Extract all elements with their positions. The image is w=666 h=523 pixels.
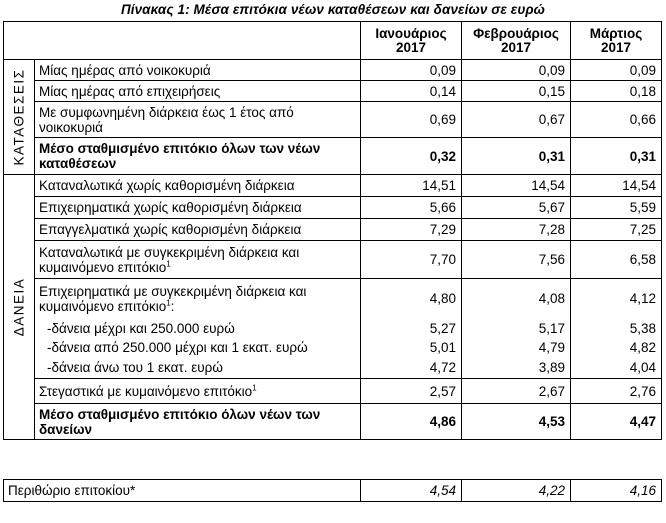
value-cell: 0,09 xyxy=(462,60,571,81)
value-cell: 14,54 xyxy=(462,175,571,197)
value-cell: 0,66 xyxy=(571,102,662,138)
deposits-group-label: ΚΑΤΑΘΕΣΕΙΣ xyxy=(4,60,35,175)
row-label: Μέσο σταθμισμένο επιτόκιο όλων νέων των δανείων xyxy=(35,404,361,440)
value-cell: 7,29 xyxy=(361,219,462,241)
row-label: Στεγαστικά με κυμαινόμενο επιτόκιο$^1$ xyxy=(35,379,361,404)
value-cell: 7,28 xyxy=(462,219,571,241)
value-cell: 2,67 xyxy=(462,379,571,404)
value-cell: 4,72 xyxy=(361,357,462,379)
value-cell: 0,09 xyxy=(361,60,462,81)
loans-group-label: ΔΑΝΕΙΑ xyxy=(4,175,35,440)
table-row xyxy=(4,102,662,138)
header-blank xyxy=(4,22,361,60)
value-cell: 5,59 xyxy=(571,197,662,219)
table-row-margin xyxy=(4,480,662,502)
table-row xyxy=(4,219,662,241)
value-cell: 0,69 xyxy=(361,102,462,138)
value-cell: 0,32 xyxy=(361,138,462,175)
row-label: Περιθώριο επιτοκίου* xyxy=(4,480,361,502)
value-cell: 0,67 xyxy=(462,102,571,138)
margin-table xyxy=(3,479,662,502)
value-cell: 4,86 xyxy=(361,404,462,440)
value-cell: 7,70 xyxy=(361,241,462,279)
value-cell: 4,22 xyxy=(462,480,571,502)
table-title: Πίνακας 1: Μέσα επιτόκια νέων καταθέσεων και δανείων σε ευρώ xyxy=(120,2,546,17)
value-cell: 4,82 xyxy=(571,338,662,357)
table-row-total-deposits xyxy=(4,138,662,175)
table-row-subitem xyxy=(4,357,662,379)
value-cell: 14,51 xyxy=(361,175,462,197)
row-label: -δάνεια μέχρι και 250.000 ευρώ xyxy=(35,319,361,338)
value-cell: 4,12 xyxy=(571,279,662,319)
value-cell: 0,09 xyxy=(571,60,662,81)
table-row-subitem xyxy=(4,338,662,357)
row-label: Μέσο σταθμισμένο επιτόκιο όλων των νέων καταθέσεων xyxy=(35,138,361,175)
value-cell: 0,31 xyxy=(571,138,662,175)
table-row-subitem xyxy=(4,319,662,338)
column-header-january: Ιανουάριος 2017 xyxy=(361,22,462,60)
value-cell: 0,14 xyxy=(361,81,462,102)
row-label: -δάνεια άνω του 1 εκατ. ευρώ xyxy=(35,357,361,379)
value-cell: 6,58 xyxy=(571,241,662,279)
value-cell: 4,08 xyxy=(462,279,571,319)
value-cell: 5,67 xyxy=(462,197,571,219)
table-row xyxy=(4,197,662,219)
value-cell: 4,16 xyxy=(571,480,662,502)
table-row xyxy=(4,175,662,197)
row-label: -δάνεια από 250.000 μέχρι και 1 εκατ. ευρώ xyxy=(35,338,361,357)
table-row xyxy=(4,60,662,81)
value-cell: 0,18 xyxy=(571,81,662,102)
column-header-february: Φεβρουάριος 2017 xyxy=(462,22,571,60)
value-cell: 4,79 xyxy=(462,338,571,357)
column-header-march: Μάρτιος 2017 xyxy=(571,22,662,60)
table-row-total-loans xyxy=(4,404,662,440)
value-cell: 7,25 xyxy=(571,219,662,241)
value-cell: 5,27 xyxy=(361,319,462,338)
row-label: Μίας ημέρας από επιχειρήσεις xyxy=(35,81,361,102)
value-cell: 5,01 xyxy=(361,338,462,357)
row-label: Επιχειρηματικά με συγκεκριμένη διάρκεια και κυμαινόμενο επιτόκιο$^1$: xyxy=(35,279,361,319)
value-cell: 0,31 xyxy=(462,138,571,175)
table-row xyxy=(4,379,662,404)
value-cell: 0,15 xyxy=(462,81,571,102)
row-label: Επαγγελματικά χωρίς καθορισμένη διάρκεια xyxy=(35,219,361,241)
table-row xyxy=(4,279,662,319)
header-row xyxy=(4,22,662,60)
value-cell: 4,04 xyxy=(571,357,662,379)
value-cell: 2,76 xyxy=(571,379,662,404)
value-cell: 4,54 xyxy=(361,480,462,502)
value-cell: 2,57 xyxy=(361,379,462,404)
row-label: Επιχειρηματικά χωρίς καθορισμένη διάρκεια xyxy=(35,197,361,219)
value-cell: 4,47 xyxy=(571,404,662,440)
table-row xyxy=(4,241,662,279)
row-label: Καταναλωτικά με συγκεκριμένη διάρκεια και κυμαινόμενο επιτόκιο$^1$ xyxy=(35,241,361,279)
value-cell: 4,80 xyxy=(361,279,462,319)
row-label: Καταναλωτικά χωρίς καθορισμένη διάρκεια xyxy=(35,175,361,197)
value-cell: 5,17 xyxy=(462,319,571,338)
row-label: Μίας ημέρας από νοικοκυριά xyxy=(35,60,361,81)
table-row xyxy=(4,81,662,102)
value-cell: 5,38 xyxy=(571,319,662,338)
value-cell: 14,54 xyxy=(571,175,662,197)
value-cell: 4,53 xyxy=(462,404,571,440)
value-cell: 5,66 xyxy=(361,197,462,219)
value-cell: 3,89 xyxy=(462,357,571,379)
row-label: Με συμφωνημένη διάρκεια έως 1 έτος από νοικοκυριά xyxy=(35,102,361,138)
rates-table xyxy=(3,21,662,440)
value-cell: 7,56 xyxy=(462,241,571,279)
